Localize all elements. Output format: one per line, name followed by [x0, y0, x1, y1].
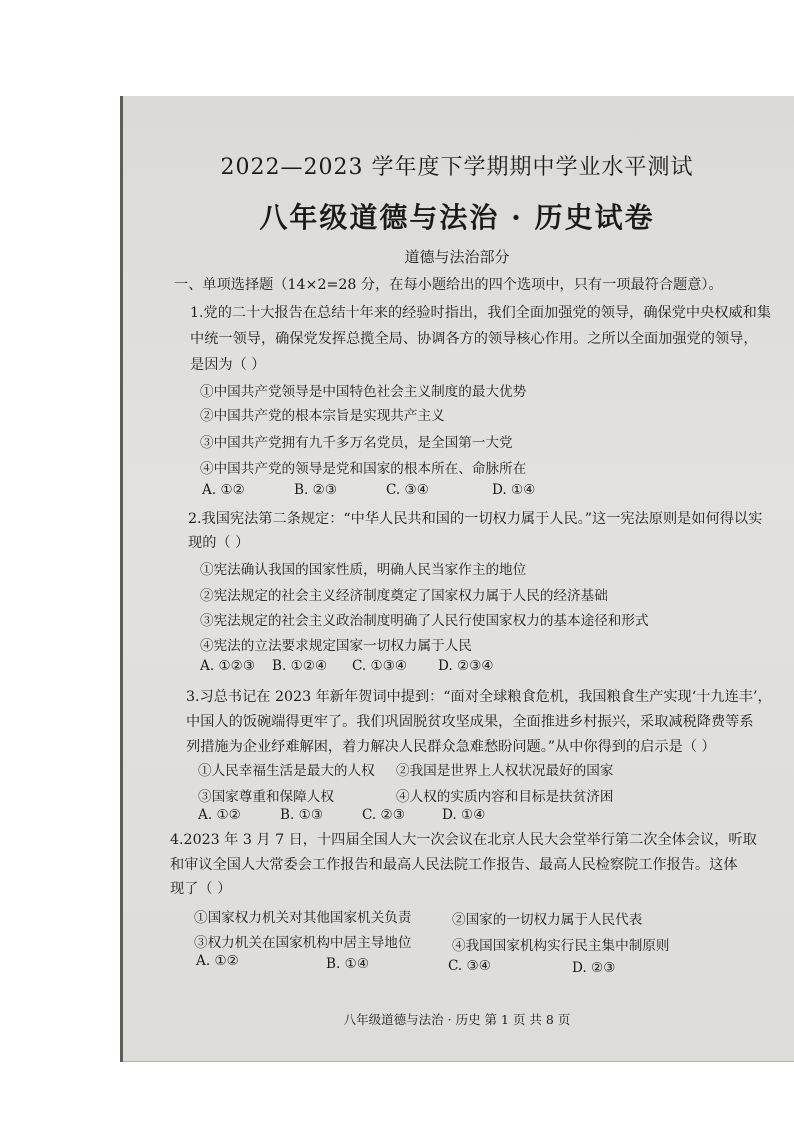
q2-option: ④宪法的立法要求规定国家一切权力属于人民 [200, 638, 472, 654]
q2-answer-d: D. ②③④ [438, 658, 494, 674]
q3-option: ④人权的实质内容和目标是扶贫济困 [396, 789, 614, 805]
q2-stem-line: 2.我国宪法第二条规定：“中华人民共和国的一切权力属于人民。”这一宪法原则是如何得以实 [188, 511, 763, 527]
q3-stem-line: 中国人的饭碗端得更牢了。我们巩固脱贫攻坚成果，全面推进乡村振兴，采取减税降费等系 [186, 714, 754, 730]
q2-option: ①宪法确认我国的国家性质，明确人民当家作主的地位 [200, 562, 527, 578]
q3-answer-c: C. ②③ [362, 807, 405, 823]
q1-stem-line: 1.党的二十大报告在总结十年来的经验时指出，我们全面加强党的领导，确保党中央权威和集 [190, 305, 772, 321]
q4-stem-line: 现了（ ） [170, 881, 232, 897]
q1-option: ②中国共产党的根本宗旨是实现共产主义 [200, 408, 445, 424]
q3-answer-d: D. ①④ [442, 807, 486, 823]
exam-paper [120, 96, 794, 1062]
q1-option: ③中国共产党拥有九千多万名党员，是全国第一大党 [200, 435, 513, 451]
q4-option: ②国家的一切权力属于人民代表 [452, 912, 643, 928]
q2-stem-line: 现的（ ） [188, 535, 250, 551]
q2-answer-a: A. ①②③ [200, 658, 256, 674]
q1-answer-a: A. ①② [202, 482, 245, 498]
q1-option: ①中国共产党领导是中国特色社会主义制度的最大优势 [200, 384, 527, 400]
q4-answer-b: B. ①④ [326, 956, 370, 972]
q4-option: ①国家权力机关对其他国家机关负责 [194, 910, 412, 926]
q3-stem-line: 3.习总书记在 2023 年新年贺词中提到：“面对全球粮食危机，我国粮食生产实现‘十九连丰’， [186, 689, 772, 705]
q1-answer-c: C. ③④ [386, 482, 429, 498]
q3-answer-b: B. ①③ [280, 807, 324, 823]
q1-option: ④中国共产党的领导是党和国家的根本所在、命脉所在 [200, 461, 527, 477]
q1-answer-d: D. ①④ [492, 482, 536, 498]
q4-option: ③权力机关在国家机构中居主导地位 [194, 935, 412, 951]
q3-option: ③国家尊重和保障人权 [198, 789, 334, 805]
q2-answer-c: C. ①③④ [352, 658, 408, 674]
q2-option: ②宪法规定的社会主义经济制度奠定了国家权力属于人民的经济基础 [200, 588, 608, 604]
q1-stem-line: 是因为（ ） [190, 357, 266, 373]
q2-answer-b: B. ①②④ [272, 658, 328, 674]
q4-answer-d: D. ②③ [572, 960, 616, 976]
page-footer: 八年级道德与法治 · 历史 第 1 页 共 8 页 [343, 1012, 571, 1027]
q3-stem-line: 列措施为企业纾难解困，着力解决人民群众急难愁盼问题。”从中你得到的启示是（ ） [186, 739, 716, 755]
section-heading: 道德与法治部分 [404, 248, 510, 266]
q3-option: ①人民幸福生活是最大的人权 [198, 763, 375, 779]
q4-option: ④我国国家机构实行民主集中制原则 [452, 938, 670, 954]
q4-answer-c: C. ③④ [448, 958, 491, 974]
q1-answer-b: B. ②③ [294, 482, 338, 498]
exam-title-line1: 2022—2023 学年度下学期期中学业水平测试 [220, 155, 694, 180]
q3-answer-a: A. ①② [198, 807, 241, 823]
q3-option: ②我国是世界上人权状况最好的国家 [396, 763, 614, 779]
q1-stem-line: 中统一领导，确保党发挥总揽全局、协调各方的领导核心作用。之所以全面加强党的领导， [190, 331, 758, 347]
q4-answer-a: A. ①② [196, 953, 239, 969]
part-one-heading: 一、单项选择题（14×2=28 分，在每小题给出的四个选项中，只有一项最符合题意）。 [174, 277, 723, 293]
q4-stem-line: 和审议全国人大常委会工作报告和最高人民法院工作报告、最高人民检察院工作报告。这体 [170, 857, 738, 873]
exam-title-line2: 八年级道德与法治 · 历史试卷 [259, 201, 655, 234]
q4-stem-line: 4.2023 年 3 月 7 日，十四届全国人大一次会议在北京人民大会堂举行第二次全体会议，听取 [170, 832, 757, 848]
q2-option: ③宪法规定的社会主义政治制度明确了人民行使国家权力的基本途径和形式 [200, 613, 649, 629]
